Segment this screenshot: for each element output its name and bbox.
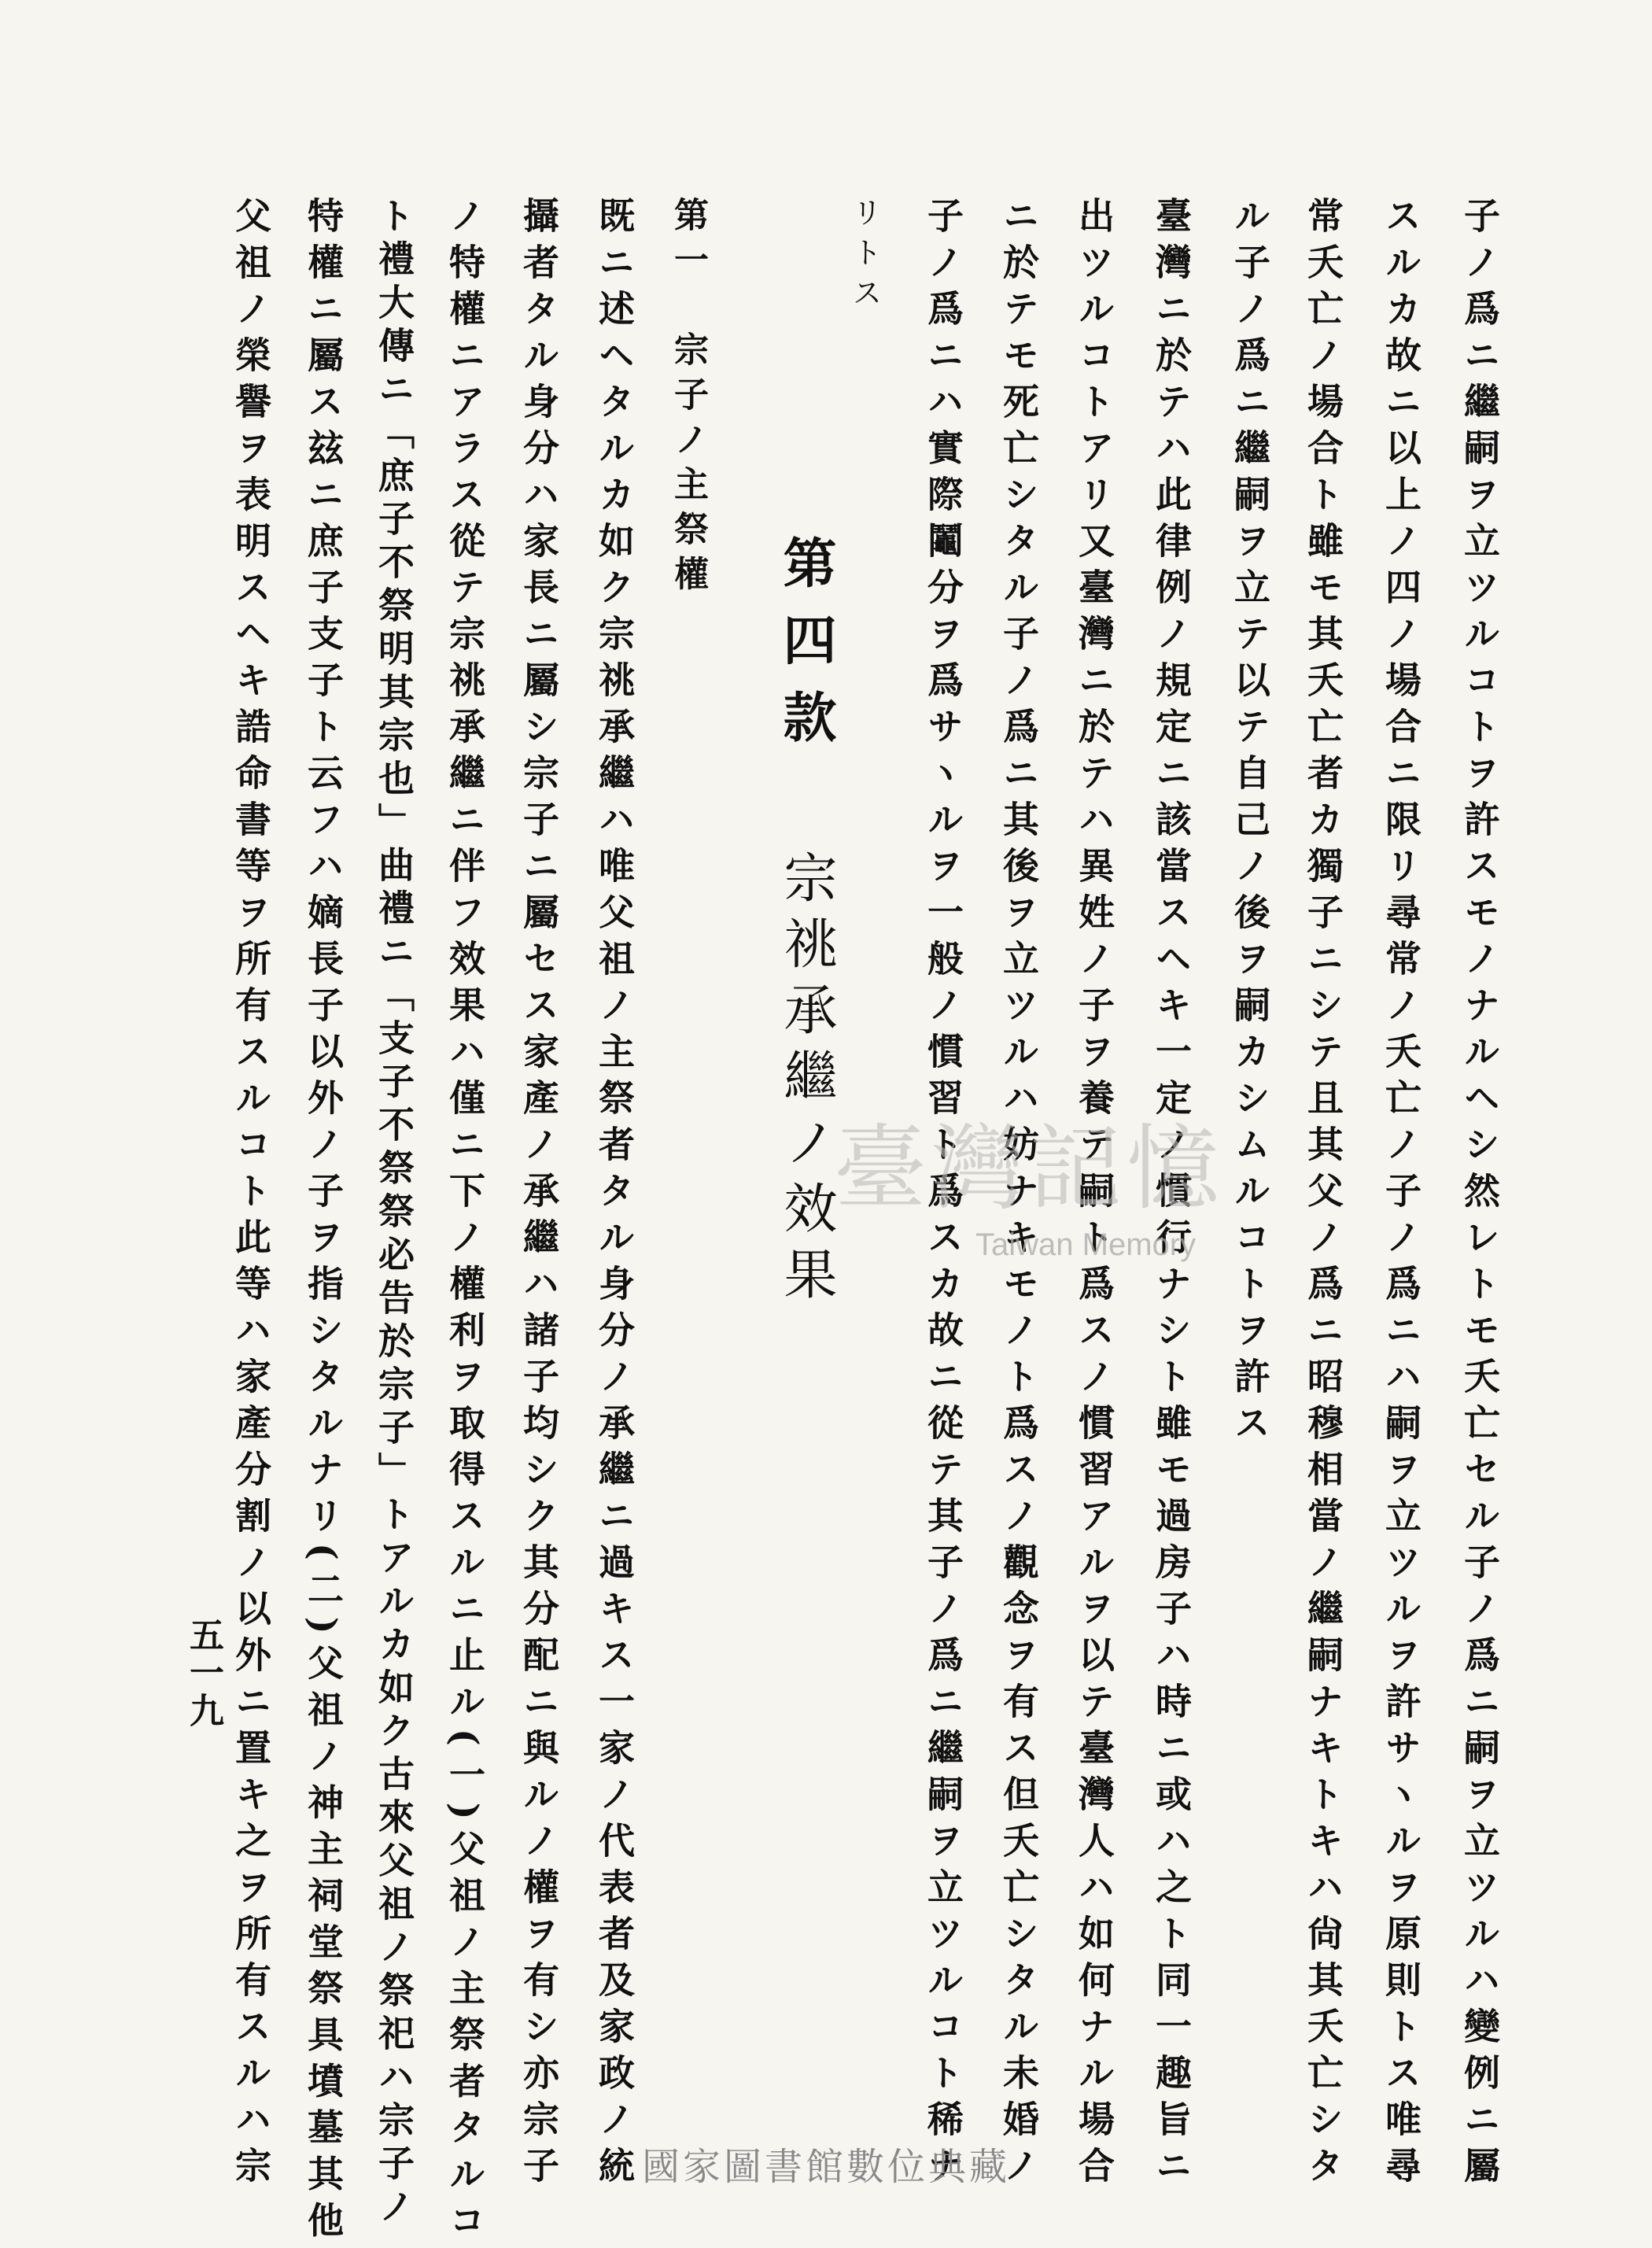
text-column-6: 出ツルコトアリ又臺灣ニ於テハ異姓ノ子ヲ養テ嗣ト爲スノ慣習アルヲ以テ臺灣人ハ如何ナル場合 (1073, 197, 1115, 2193)
subsection-heading: 第一 宗子ノ主祭權 (668, 197, 708, 600)
text-column-12: ノ特權ニアラス從テ宗祧承繼ニ伴フ效果ハ僅ニ下ノ權利ヲ取得スルニ止ル(一)父祖ノ主祭者タルコ (444, 197, 486, 2248)
text-column-5: 臺灣ニ於テハ此律例ノ規定ニ該當スヘキ一定ノ慣行ナシト雖モ過房子ハ時ニ或ハ之ト同一趣旨ニ (1150, 197, 1193, 2193)
text-column-14: 特權ニ屬ス玆ニ庶子支子ト云フハ嫡長子以外ノ子ヲ指シタルナリ(二)父祖ノ神主祠堂祭具墳墓其他 (302, 197, 345, 2248)
text-column-4: ル子ノ爲ニ繼嗣ヲ立テ以テ自己ノ後ヲ嗣カシムルコトヲ許ス (1229, 197, 1271, 1450)
text-column-10: 既ニ述ヘタルカ如ク宗祧承繼ハ唯父祖ノ主祭者タル身分ノ承繼ニ過キス一家ノ代表者及家政ノ統 (593, 197, 636, 2193)
watermark-chinese: 臺灣記憶 (834, 1114, 1225, 1223)
text-column-1: 子ノ爲ニ繼嗣ヲ立ツルコトヲ許スモノナルヘシ然レトモ夭亡セル子ノ爲ニ嗣ヲ立ツルハ變例ニ屬 (1458, 197, 1501, 2193)
text-column-3: 常夭亡ノ場合ト雖モ其夭亡者カ獨子ニシテ且其父ノ爲ニ昭穆相當ノ繼嗣ナキトキハ尙其夭亡シタ (1302, 197, 1344, 2193)
text-column-11: 攝者タル身分ハ家長ニ屬シ宗子ニ屬セス家產ノ承繼ハ諸子均シク其分配ニ與ルノ權ヲ有シ亦宗子 (518, 197, 560, 2193)
text-column-9: リトス (847, 197, 882, 317)
text-column-2: スルカ故ニ以上ノ四ノ場合ニ限リ尋常ノ夭亡ノ子ノ爲ニハ嗣ヲ立ツルヲ許サヽルヲ原則トス唯尋 (1380, 197, 1422, 2193)
watermark-english: Taiwan Memory (975, 1227, 1197, 1262)
page-number: 五一九 (183, 1617, 223, 1730)
text-column-7: ニ於テモ死亡シタル子ノ爲ニ其後ヲ立ツルハ妨ナキモノト爲スノ觀念ヲ有ス但夭亡シタル未婚ノ (997, 197, 1040, 2193)
library-footer: 國家圖書館數位典藏 (641, 2145, 1010, 2189)
text-column-8: 子ノ爲ニハ實際鬮分ヲ爲サヽルヲ一般ノ慣習ト爲スカ故ニ從テ其子ノ爲ニ繼嗣ヲ立ツルコト稀ナ (922, 197, 964, 2193)
section-title: 宗祧承繼ノ效果 (775, 850, 837, 1312)
text-column-15: 父祖ノ榮譽ヲ表明スヘキ誥命書等ヲ所有スルコト此等ハ家產分割ノ以外ニ置キ之ヲ所有スルハ宗 (230, 197, 272, 2193)
text-column-13: ト禮大傳ニ「庶子不祭明其宗也」曲禮ニ「支子不祭祭必告於宗子」トアルカ如ク古來父祖ノ祭祀ハ宗子ノ (373, 197, 415, 2231)
section-number: 第四款 (774, 535, 837, 766)
